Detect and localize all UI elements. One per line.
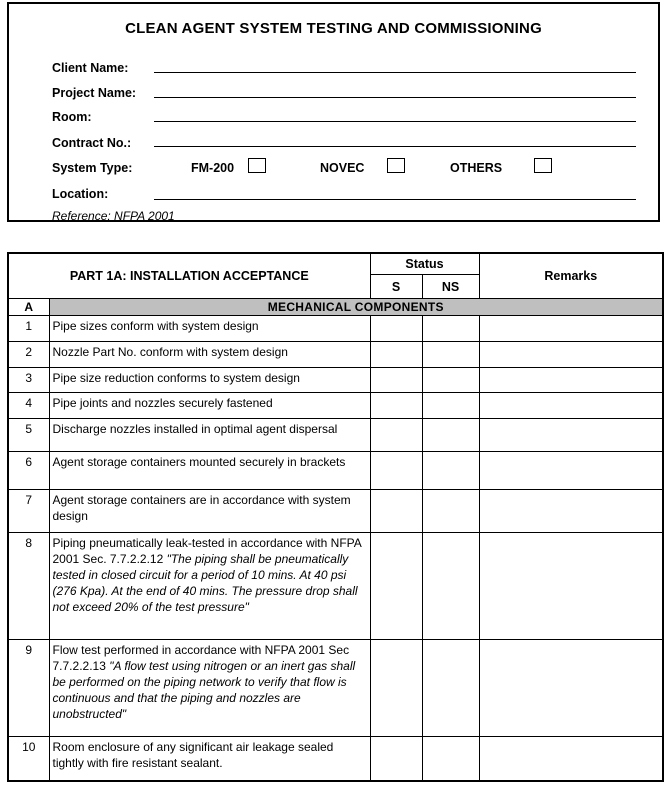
client-name-field[interactable] xyxy=(154,72,636,73)
status-s-cell[interactable] xyxy=(370,393,422,419)
row-description: Nozzle Part No. conform with system design xyxy=(49,342,370,368)
installation-acceptance-table xyxy=(7,252,664,782)
status-ns-cell[interactable] xyxy=(422,393,479,419)
novec-label: NOVEC xyxy=(320,161,365,175)
others-label: OTHERS xyxy=(450,161,503,175)
status-ns-cell[interactable] xyxy=(422,737,479,781)
row-description: Agent storage containers are in accordance with system design xyxy=(49,490,370,533)
status-s-cell[interactable] xyxy=(370,452,422,490)
row-description: Piping pneumatically leak-tested in accordance with NFPA 2001 Sec. 7.7.2.2.12 "The piping shall be pneumatically tested in closed circuit for a period of 10 mins. At 40 psi (276 Kpa). At the end of 40 mins. The pressure drop shall not exceed 20% of the test pressure" xyxy=(49,533,370,640)
room-field[interactable] xyxy=(154,121,636,122)
table-row xyxy=(8,342,663,368)
table-row xyxy=(8,419,663,452)
status-s-cell[interactable] xyxy=(370,533,422,640)
status-ns-header: NS xyxy=(422,275,479,299)
table-row xyxy=(8,490,663,533)
room-label: Room: xyxy=(52,110,92,124)
table-row xyxy=(8,533,663,640)
status-header: Status xyxy=(370,253,479,275)
remarks-cell[interactable] xyxy=(479,490,663,533)
row-number: 5 xyxy=(8,419,49,452)
status-ns-cell[interactable] xyxy=(422,316,479,342)
part-title: PART 1A: INSTALLATION ACCEPTANCE xyxy=(8,253,370,299)
location-label: Location: xyxy=(52,187,109,201)
system-type-label: System Type: xyxy=(52,161,133,175)
reference-note: Reference: NFPA 2001 xyxy=(52,209,175,223)
status-ns-cell[interactable] xyxy=(422,419,479,452)
status-s-cell[interactable] xyxy=(370,368,422,393)
row-number: 9 xyxy=(8,640,49,737)
novec-checkbox[interactable] xyxy=(387,158,405,173)
row-description: Discharge nozzles installed in optimal agent dispersal xyxy=(49,419,370,452)
row-description: Agent storage containers mounted securely in brackets xyxy=(49,452,370,490)
row-description: Flow test performed in accordance with NFPA 2001 Sec 7.7.2.2.13 "A flow test using nitrogen or an inert gas shall be performed on the piping network to verify that flow is continuous and that the piping and nozzles are unobstructed" xyxy=(49,640,370,737)
client-name-label: Client Name: xyxy=(52,61,129,75)
others-checkbox[interactable] xyxy=(534,158,552,173)
section-title: MECHANICAL COMPONENTS xyxy=(49,299,663,316)
row-number: 3 xyxy=(8,368,49,393)
table-row xyxy=(8,452,663,490)
fm200-checkbox[interactable] xyxy=(248,158,266,173)
row-number: 8 xyxy=(8,533,49,640)
table-row xyxy=(8,640,663,737)
remarks-cell[interactable] xyxy=(479,737,663,781)
status-s-cell[interactable] xyxy=(370,342,422,368)
row-description: Pipe size reduction conforms to system design xyxy=(49,368,370,393)
fm200-label: FM-200 xyxy=(191,161,235,175)
row-number: 10 xyxy=(8,737,49,781)
status-ns-cell[interactable] xyxy=(422,490,479,533)
remarks-cell[interactable] xyxy=(479,316,663,342)
section-letter: A xyxy=(8,299,49,316)
row-description: Pipe sizes conform with system design xyxy=(49,316,370,342)
location-field[interactable] xyxy=(154,199,636,200)
status-s-cell[interactable] xyxy=(370,640,422,737)
status-ns-cell[interactable] xyxy=(422,368,479,393)
table-row xyxy=(8,737,663,781)
table-row xyxy=(8,393,663,419)
form-header xyxy=(7,2,660,222)
status-s-header: S xyxy=(370,275,422,299)
remarks-cell[interactable] xyxy=(479,393,663,419)
row-description: Room enclosure of any significant air leakage sealed tightly with fire resistant sealant. xyxy=(49,737,370,781)
status-s-cell[interactable] xyxy=(370,737,422,781)
form-title: CLEAN AGENT SYSTEM TESTING AND COMMISSIONING xyxy=(125,20,542,37)
row-number: 7 xyxy=(8,490,49,533)
table-row xyxy=(8,316,663,342)
status-ns-cell[interactable] xyxy=(422,342,479,368)
status-s-cell[interactable] xyxy=(370,490,422,533)
row-number: 6 xyxy=(8,452,49,490)
remarks-cell[interactable] xyxy=(479,342,663,368)
status-ns-cell[interactable] xyxy=(422,640,479,737)
remarks-cell[interactable] xyxy=(479,533,663,640)
remarks-cell[interactable] xyxy=(479,368,663,393)
row-description: Pipe joints and nozzles securely fastened xyxy=(49,393,370,419)
table-row xyxy=(8,368,663,393)
status-ns-cell[interactable] xyxy=(422,533,479,640)
remarks-header: Remarks xyxy=(479,253,663,299)
contract-no-label: Contract No.: xyxy=(52,136,132,150)
project-name-field[interactable] xyxy=(154,97,636,98)
row-number: 1 xyxy=(8,316,49,342)
row-number: 4 xyxy=(8,393,49,419)
project-name-label: Project Name: xyxy=(52,86,137,100)
row-number: 2 xyxy=(8,342,49,368)
status-ns-cell[interactable] xyxy=(422,452,479,490)
status-s-cell[interactable] xyxy=(370,419,422,452)
remarks-cell[interactable] xyxy=(479,452,663,490)
remarks-cell[interactable] xyxy=(479,640,663,737)
contract-no-field[interactable] xyxy=(154,146,636,147)
status-s-cell[interactable] xyxy=(370,316,422,342)
remarks-cell[interactable] xyxy=(479,419,663,452)
